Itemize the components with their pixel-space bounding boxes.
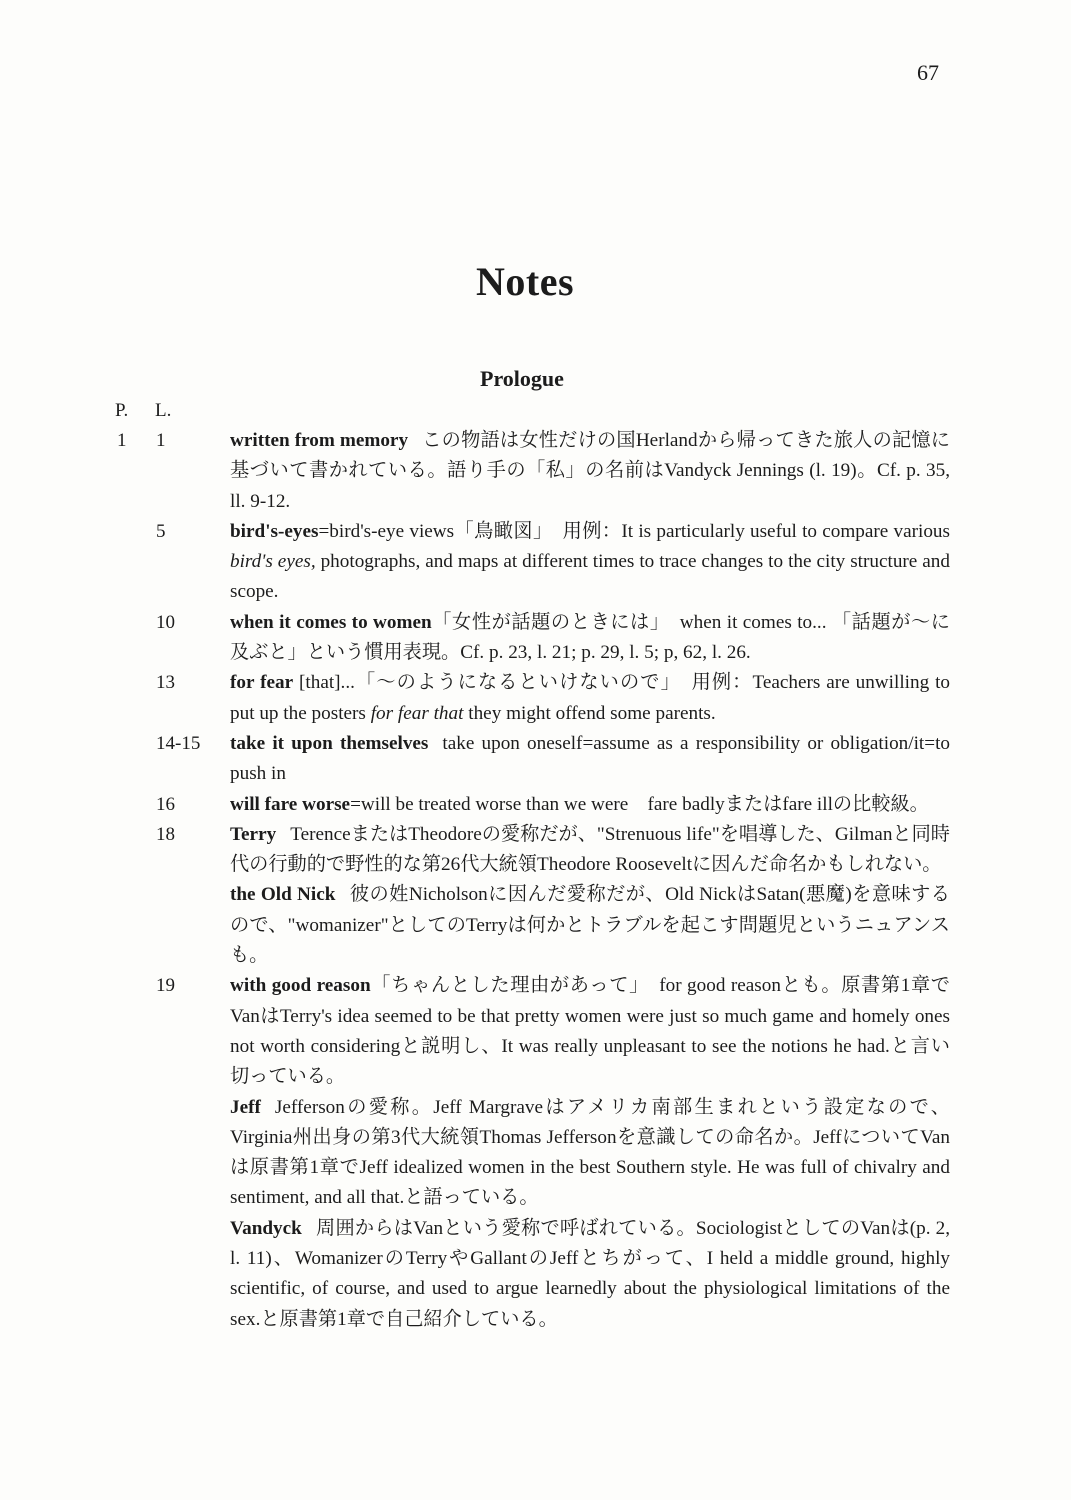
note-text: [that]...「～のようになるといけないので」 用例：Teachers are unwilling to put up the posters (230, 672, 951, 724)
note-paragraph (230, 668, 950, 729)
note-line-number: 14-15 (156, 732, 201, 754)
note-italic-text: for fear that (370, 702, 464, 724)
note-line-number: 1 (156, 430, 166, 451)
note-entry (0, 820, 1071, 971)
note-page-number: 1 (117, 430, 127, 451)
note-text: Jeffersonの愛称。Jeff Margraveはアメリカ南部生まれという設定なので、Virginia州出身の第3代大統領Thomas Jeffersonを意識しての命名か。JeffについてVanは原書第1章でJeff idealized women in the best Southern style. He was full of chivalry and sentiment, and all that.と語っている。 (230, 1096, 950, 1209)
note-term: written from memory (230, 430, 409, 451)
note-text: 周囲からはVanという愛称で呼ばれている。SociologistとしてのVanは(p. 2, l. 11)、WomanizerのTerryやGallantのJeffとちがって、I held a middle ground, highly scientific, of course, and used to argue learnedly about the physiological limitations of the sex.と原書第1章で自己紹介している。 (230, 1217, 950, 1330)
note-term: will fare worse (230, 793, 351, 815)
note-entry (0, 608, 1071, 669)
note-line-number: 10 (156, 611, 175, 633)
note-text: =will be treated worse than we were fare badlyまたはfare illの比較級。 (350, 793, 929, 815)
note-entry (0, 729, 1071, 790)
note-text: 彼の姓Nicholsonに因んだ愛称だが、Old NickはSatan(悪魔)を意味するので、"womanizer"としてのTerryは何かとトラブルを起こす問題児というニュアンスも。 (230, 884, 950, 967)
note-text: TerenceまたはTheodoreの愛称だが、"Strenuous life"を唱導した、Gilmanと同時代の行動的で野性的な第26代大統領Theodore Rooseveltに因んだ命名かもしれない。 (230, 823, 950, 876)
notes-list (0, 426, 1071, 1335)
note-term: for fear (230, 672, 294, 694)
note-entry (0, 790, 1071, 820)
note-body (230, 608, 950, 669)
note-term: with good reason (230, 975, 371, 997)
note-term: bird's-eyes (230, 520, 319, 542)
note-entry (0, 668, 1071, 729)
note-term: Vandyck (230, 1217, 302, 1239)
note-term: take it upon themselves (230, 732, 429, 754)
column-header-line: L. (155, 400, 172, 421)
note-paragraph (230, 880, 950, 971)
chapter-title: Notes (476, 259, 575, 304)
note-body (230, 668, 950, 729)
note-line-number: 5 (156, 520, 166, 542)
note-body (230, 790, 950, 820)
note-text: 「ちゃんとした理由があって」 for good reasonとも。原書第1章でVanはTerry's idea seemed to be that pretty women were just so much game and homely ones not worth consideringと説明し、It was really unpleasant to see the notions he had.と言い切っている。 (230, 975, 950, 1088)
note-entry (0, 426, 1071, 517)
note-body (230, 820, 950, 971)
note-entry (0, 971, 1071, 1335)
note-line-number: 13 (156, 672, 175, 694)
note-term: the Old Nick (230, 884, 336, 906)
note-term: Jeff (230, 1096, 261, 1118)
column-header-page: P. (115, 400, 129, 421)
note-line-number: 16 (156, 793, 175, 815)
note-line-number: 18 (156, 823, 175, 845)
note-paragraph (230, 1093, 950, 1214)
note-paragraph (230, 426, 950, 517)
note-body (230, 729, 950, 790)
note-body (230, 426, 950, 517)
note-body (230, 517, 950, 608)
note-paragraph (230, 971, 950, 1092)
note-paragraph (230, 790, 950, 820)
note-text-continued: they might offend some parents. (463, 702, 716, 724)
note-text: =bird's-eye views「鳥瞰図」 用例：It is particularly useful to compare various (318, 520, 950, 542)
note-paragraph (230, 1214, 950, 1335)
note-text: 「女性が話題のときには」 when it comes to... 「話題が～に及ぶと」という慣用表現。Cf. p. 23, l. 21; p. 29, l. 5; p, 62, l. 26. (230, 611, 950, 664)
page-number: 67 (917, 60, 939, 85)
note-paragraph (230, 820, 950, 881)
note-entry (0, 517, 1071, 608)
note-line-number: 19 (156, 975, 175, 997)
note-term: when it comes to women (230, 611, 432, 633)
section-title: Prologue (480, 366, 564, 391)
note-text: この物語は女性だけの国Herlandから帰ってきた旅人の記憶に基づいて書かれている。語り手の「私」の名前はVandyck Jennings (l. 19)。Cf. p. 35, ll. 9-12. (230, 430, 950, 512)
note-text: take upon oneself=assume as a responsibility or obligation/it=to push in (230, 732, 950, 785)
note-text-continued: photographs, and maps at different times to trace changes to the city structure and scope. (230, 551, 950, 603)
note-term: Terry (230, 823, 277, 845)
note-paragraph (230, 608, 950, 669)
note-italic-text: bird's eyes, (230, 551, 316, 573)
note-paragraph (230, 729, 950, 790)
note-paragraph (230, 517, 950, 608)
note-body (230, 971, 950, 1335)
